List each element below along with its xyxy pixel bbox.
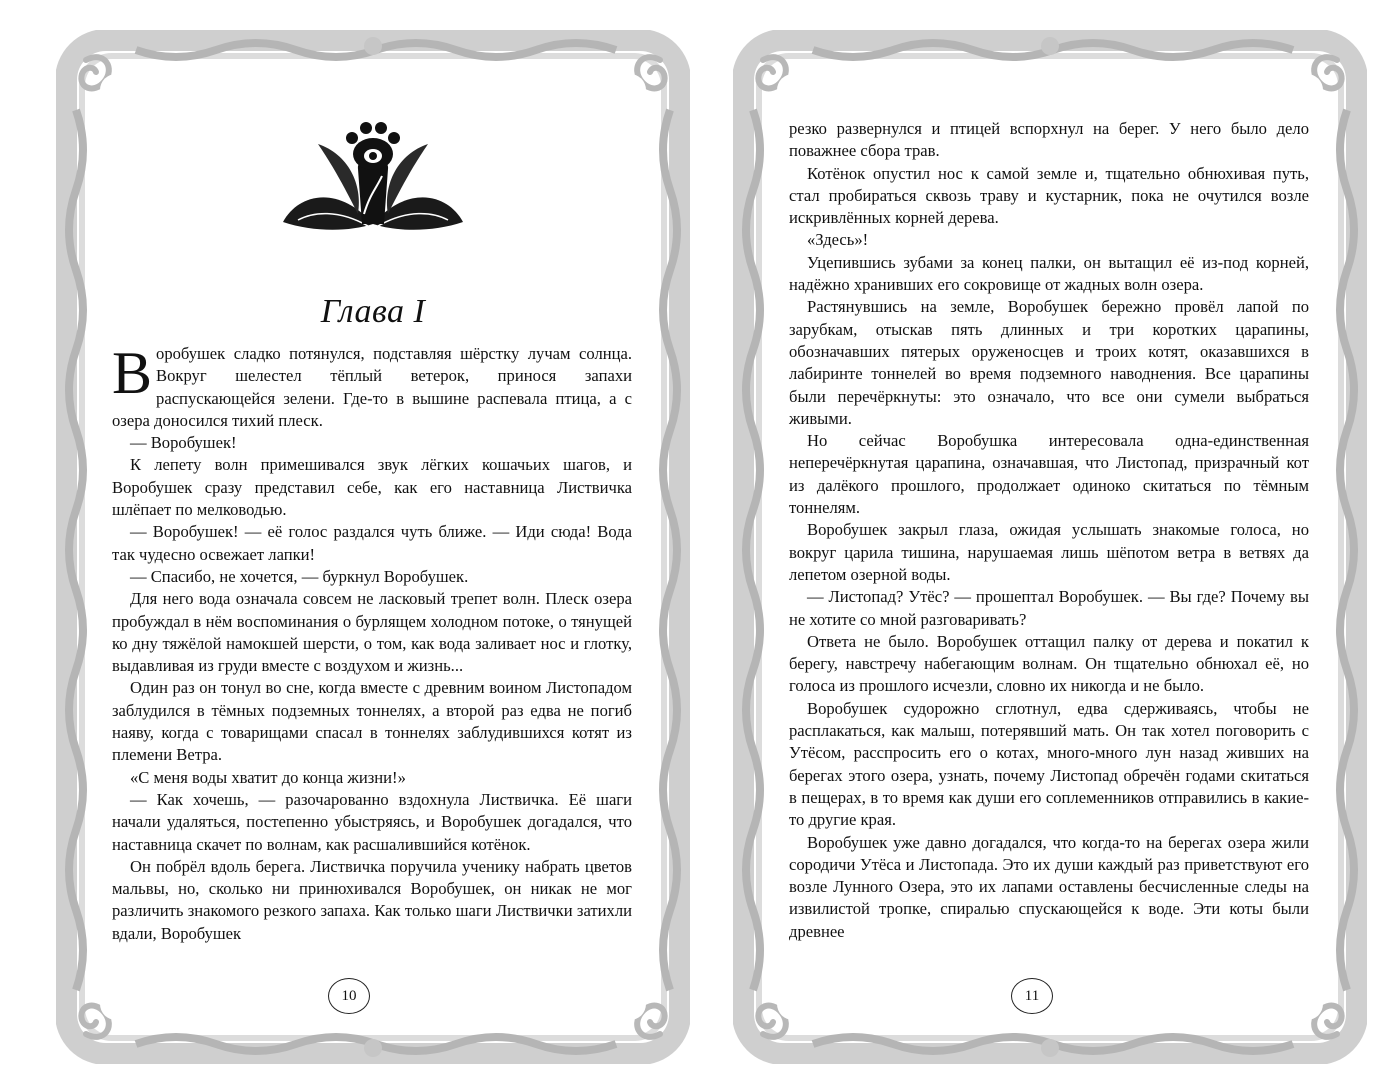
page-number: 11: [1011, 978, 1053, 1014]
paragraph: Воробушек уже давно догадался, что когда-то на берегах озера жили сородичи Утёса и Листопада. Это их души каждый раз приветствуют его возле Лунного Озера, это их лапами оставлены бесчисленные следы на извилистой тропке, спиралью спускающейся к воде. Эти коты были древнее: [789, 832, 1309, 941]
paragraph: резко развернулся и птицей вспорхнул на берег. У него было дело поважнее сбора трав.: [789, 119, 1309, 161]
right-page-text: [789, 118, 1309, 943]
paragraph: «С меня воды хватит до конца жизни!»: [130, 767, 406, 787]
paragraph: «Здесь»!: [807, 230, 869, 250]
paragraph: [112, 340, 632, 432]
paragraph: Уцепившись зубами за конец палки, он вытащил её из-под корней, надёжно хранивших его сокровище от жадных волн озера.: [789, 252, 1309, 295]
paragraph: — Как хочешь, — разочарованно вздохнула Листвичка. Её шаги начали удаляться, постепенно убыстряясь, и Воробушек догадался, что наставница скачет по волнам, как расшалившийся котёнок.: [112, 789, 632, 854]
paragraph: — Воробушек!: [130, 433, 237, 453]
paragraph: К лепету волн примешивался звук лёгких кошачьих шагов, и Воробушек сразу представил себе, как его наставница Листвичка шлёпает по мелководью.: [112, 455, 632, 520]
paragraph: Ответа не было. Воробушек оттащил палку от дерева и покатил к берегу, навстречу набегающим волнам. Он тщательно обнюхал её, но голоса из прошлого исчезли, словно их никогда и не было.: [789, 631, 1309, 696]
drop-cap: В: [112, 340, 153, 406]
chapter-title: Глава I: [320, 293, 426, 330]
paragraph: — Листопад? Утёс? — прошептал Воробушек. — Вы где? Почему вы не хотите со мной разговаривать?: [789, 587, 1309, 629]
paragraph: Растянувшись на земле, Воробушек бережно провёл лапой по зарубкам, отыскав пять длинных и три коротких царапины, обозначавших пятерых оруженосцев и троих котят, оказавшихся в лабиринте тоннелей во время подземного наводнения. Все царапины были перечёркнуты: это означало, что все они сумели выбраться живыми.: [789, 297, 1309, 428]
paragraph: Котёнок опустил нос к самой земле и, тщательно обнюхивая путь, стал пробираться сквозь траву и кустарник, пока не очутился возле искривлённых корней дерева.: [789, 163, 1309, 228]
paragraph-text: оробушек сладко потянулся, подставляя шёрстку лучам солнца. Вокруг шелестел тёплый ветерок, принося запахи распускающейся зелени. Где-то в вышине распевала птица, а с озера доносился тихий плеск.: [112, 344, 632, 430]
left-page: [56, 30, 690, 1064]
paragraph: — Воробушек! — её голос раздался чуть ближе. — Иди сюда! Вода так чудесно освежает лапки!: [112, 522, 632, 564]
paragraph: Один раз он тонул во сне, когда вместе с древним воином Листопадом заблудился в тёмных подземных тоннелях, а второй раз едва не погиб наяву, когда с товарищами спасал в тоннелях заблудившихся котят из племени Ветра.: [112, 678, 632, 765]
paw-leaves-emblem: [278, 114, 468, 244]
paragraph: Воробушек судорожно сглотнул, едва сдерживаясь, чтобы не расплакаться, как малыш, потерявший мать. Он так хотел поговорить с Утёсом, расспросить его о котах, много-много лун назад живших на берегах этого озера, узнать, почему Листопад обречён годами скитаться в пещерах, в то время как души его соплеменников отправились в какие-то другие края.: [789, 698, 1309, 830]
paragraph: Для него вода означала совсем не ласковый трепет волн. Плеск озера пробуждал в нём воспоминания о бурлящем холодном потоке, о тянущей ко дну тяжёлой намокшей шерсти, о том, как вода заливает нос и глотку, выдавливая из груди вместе с воздухом и жизнь...: [112, 589, 632, 676]
paragraph: Но сейчас Воробушка интересовала одна-единственная неперечёркнутая царапина, означавшая, что Листопад, призрачный кот из далёкого прошлого, продолжает одиноко скитаться по тёмным тоннелям.: [789, 431, 1309, 518]
right-page: [733, 30, 1367, 1064]
page-number: 10: [328, 978, 370, 1014]
left-page-text: [112, 340, 632, 945]
paragraph: Он побрёл вдоль берега. Листвичка поручила ученику набрать цветов мальвы, но, сколько ни принюхивался Воробушек, он никак не мог различить знакомого резкого запаха. Как только шаги Листвички затихли вдали, Воробушек: [112, 856, 632, 943]
paragraph: Воробушек закрыл глаза, ожидая услышать знакомые голоса, но вокруг царила тишина, нарушаемая лишь шёпотом ветра в ветвях да лепетом озерной воды.: [789, 520, 1309, 584]
paragraph: — Спасибо, не хочется, — буркнул Воробушек.: [130, 566, 469, 586]
